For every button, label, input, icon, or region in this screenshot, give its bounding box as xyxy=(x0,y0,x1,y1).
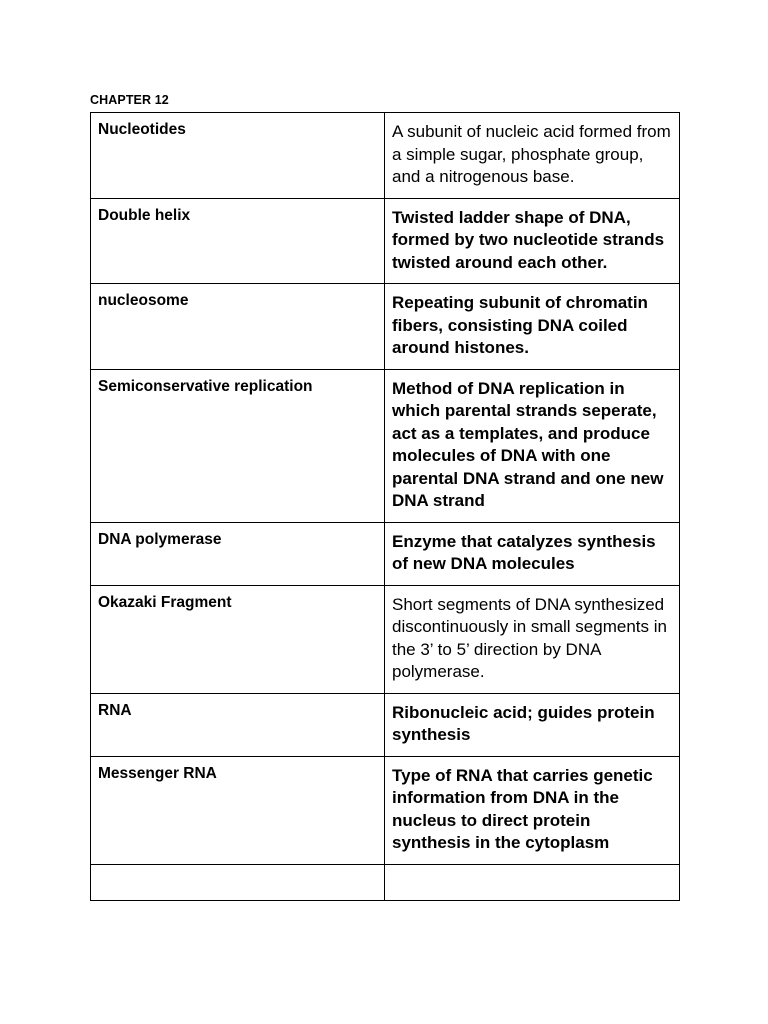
term-cell: RNA xyxy=(91,693,385,756)
definition-cell: Type of RNA that carries genetic information from DNA in the nucleus to direct protein synthesis in the cytoplasm xyxy=(385,756,680,864)
table-row xyxy=(91,369,680,522)
table-row xyxy=(91,693,680,756)
table-row xyxy=(91,756,680,864)
definition-cell: Enzyme that catalyzes synthesis of new DNA molecules xyxy=(385,522,680,585)
term-cell: Semiconservative replication xyxy=(91,369,385,522)
term-cell: Nucleotides xyxy=(91,113,385,199)
table-row xyxy=(91,113,680,199)
definition-cell xyxy=(385,864,680,900)
vocabulary-table xyxy=(90,112,680,901)
term-cell: Okazaki Fragment xyxy=(91,585,385,693)
term-cell: nucleosome xyxy=(91,284,385,370)
definition-cell: Repeating subunit of chromatin fibers, consisting DNA coiled around histones. xyxy=(385,284,680,370)
empty-table-row xyxy=(91,864,680,900)
table-row xyxy=(91,198,680,284)
definition-cell: Short segments of DNA synthesized discontinuously in small segments in the 3’ to 5’ direction by DNA polymerase. xyxy=(385,585,680,693)
term-cell: DNA polymerase xyxy=(91,522,385,585)
definition-cell: A subunit of nucleic acid formed from a simple sugar, phosphate group, and a nitrogenous base. xyxy=(385,113,680,199)
term-cell: Double helix xyxy=(91,198,385,284)
table-row xyxy=(91,585,680,693)
definition-cell: Ribonucleic acid; guides protein synthesis xyxy=(385,693,680,756)
definition-cell: Twisted ladder shape of DNA, formed by two nucleotide strands twisted around each other. xyxy=(385,198,680,284)
term-cell xyxy=(91,864,385,900)
term-cell: Messenger RNA xyxy=(91,756,385,864)
chapter-title: CHAPTER 12 xyxy=(90,93,169,107)
table-row xyxy=(91,522,680,585)
table-row xyxy=(91,284,680,370)
definition-cell: Method of DNA replication in which parental strands seperate, act as a templates, and produce molecules of DNA with one parental DNA strand and one new DNA strand xyxy=(385,369,680,522)
